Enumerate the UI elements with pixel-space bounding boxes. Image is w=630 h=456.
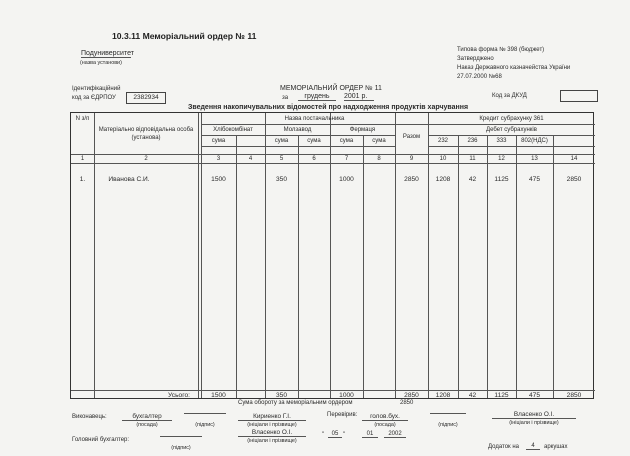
totals-label: Усього: xyxy=(168,392,190,399)
executor-signature xyxy=(184,413,226,414)
page-heading: 10.3.11 Меморіальний ордер № 11 xyxy=(112,31,257,41)
chief-signature xyxy=(160,436,202,437)
col-number-1: 1 xyxy=(80,156,85,162)
totals-debit-3: 1125 xyxy=(494,392,509,399)
approval-line-4: 27.07.2000 №68 xyxy=(457,74,502,80)
executor-signature-caption: (підпис) xyxy=(195,422,215,428)
checked-signature xyxy=(430,413,466,414)
row-1-person: Иванова С.И. xyxy=(108,176,150,183)
row-1-debit-4: 475 xyxy=(528,176,540,183)
header-sum-3: сума xyxy=(307,138,321,144)
institution-name: Подуниверситет xyxy=(81,50,134,57)
row-1-number: 1. xyxy=(79,176,86,183)
header-suppliers: Назва постачальника xyxy=(284,116,345,122)
date-year: 2002 xyxy=(384,431,406,438)
chief-label: Головний бухгалтер: xyxy=(72,437,130,443)
attachment-label: Додаток на xyxy=(488,444,520,450)
account-1: 232 xyxy=(437,138,448,144)
order-year: 2001 р. xyxy=(344,93,374,101)
checked-signature-caption: (підпис) xyxy=(438,422,458,428)
supplier-3: Фермаця xyxy=(349,127,376,133)
header-sum-4: сума xyxy=(339,138,354,144)
checked-label: Перевірив: xyxy=(327,412,358,418)
executor-label: Виконавець: xyxy=(72,414,107,420)
col-number-9: 9 xyxy=(409,156,414,162)
executor-position: бухгалтер xyxy=(122,413,172,421)
col-number-2: 2 xyxy=(144,156,148,162)
totals-farm: 1000 xyxy=(339,392,354,399)
row-1-debit-1: 1208 xyxy=(435,176,451,183)
turnover-label: Сума обороту за меморіальним ордером xyxy=(238,400,353,406)
header-number: N з/п xyxy=(75,116,90,122)
chief-name-caption: (ініціали і прізвище) xyxy=(247,438,297,444)
approval-line-1: Типова форма № 398 (бюджет) xyxy=(457,47,545,53)
edrpou-label-2: код за ЄДРПОУ xyxy=(72,95,116,101)
checked-name: Власенко О.І. xyxy=(492,411,576,419)
totals-debit-4: 475 xyxy=(528,392,540,399)
header-sum-2: сума xyxy=(274,138,289,144)
attachment-count: 4 xyxy=(526,443,540,450)
row-1-debit-2: 42 xyxy=(468,176,477,183)
account-4: 802(НДС) xyxy=(521,138,548,144)
checked-position: голов.бух. xyxy=(362,413,408,421)
col-number-3: 3 xyxy=(216,156,221,162)
memorial-order-table xyxy=(70,112,594,399)
account-3: 333 xyxy=(496,138,507,144)
edrpou-label-1: Ідентифікаційний xyxy=(72,86,121,92)
chief-name: Власенко О.І. xyxy=(238,429,306,437)
header-sum-5: сума xyxy=(372,138,386,144)
col-number-14: 14 xyxy=(570,156,578,162)
supplier-2: Молзавод xyxy=(283,127,312,133)
edrpou-code: 2382934 xyxy=(126,92,166,104)
row-1-farm: 1000 xyxy=(339,176,354,183)
row-1-debit-3: 1125 xyxy=(494,176,509,183)
col-number-11: 11 xyxy=(469,156,476,162)
checked-position-caption: (посада) xyxy=(374,422,396,428)
totals-total: 2850 xyxy=(404,392,419,399)
order-month: грудень xyxy=(298,93,336,101)
row-1-debit-5: 2850 xyxy=(566,176,582,183)
dkud-code xyxy=(560,90,598,102)
totals-debit-2: 42 xyxy=(468,392,477,399)
turnover-value: 2850 xyxy=(400,400,414,406)
header-sum-1: сума xyxy=(211,138,226,144)
dkud-label: Код за ДКУД xyxy=(492,93,527,99)
col-number-7: 7 xyxy=(344,156,349,162)
supplier-1: Хлібокомбінат xyxy=(213,127,253,133)
totals-debit-5: 2850 xyxy=(566,392,582,399)
totals-bakery: 1500 xyxy=(211,392,226,399)
header-total: Разом xyxy=(402,134,421,140)
executor-name-caption: (ініціали і прізвище) xyxy=(247,422,297,428)
row-1-dairy: 350 xyxy=(275,176,287,183)
totals-debit-1: 1208 xyxy=(435,392,451,399)
attachment-unit: аркушах xyxy=(544,444,568,450)
col-number-5: 5 xyxy=(279,156,284,162)
col-number-10: 10 xyxy=(439,156,447,162)
period-prefix: за xyxy=(282,95,289,101)
col-number-4: 4 xyxy=(248,156,253,162)
col-number-8: 8 xyxy=(377,156,381,162)
account-2: 236 xyxy=(467,138,478,144)
header-person: Матеріально відповідальна особа (установа) xyxy=(98,127,194,141)
approval-line-3: Наказ Державного казначейства України xyxy=(457,65,571,71)
row-1-bakery: 1500 xyxy=(211,176,226,183)
col-number-12: 12 xyxy=(498,156,505,162)
header-credit: Кредит субрахунку 361 xyxy=(479,116,544,122)
date-day: 05 xyxy=(328,431,342,438)
approval-line-2: Затверджено xyxy=(457,56,494,62)
order-subtitle: Зведення накопичувальних відомостей про надходження продуктів харчування xyxy=(188,104,469,111)
header-debit: Дебет субрахунків xyxy=(486,127,537,133)
col-number-6: 6 xyxy=(312,156,316,162)
chief-signature-caption: (підпис) xyxy=(171,445,191,451)
row-1-total: 2850 xyxy=(404,176,419,183)
date-month: 01 xyxy=(362,431,378,438)
institution-caption: (назва установи) xyxy=(80,60,122,66)
checked-name-caption: (ініціали і прізвище) xyxy=(509,420,559,426)
totals-dairy: 350 xyxy=(275,392,287,399)
col-number-13: 13 xyxy=(531,156,538,162)
order-title: МЕМОРІАЛЬНИЙ ОРДЕР № 11 xyxy=(280,85,382,92)
executor-name: Кириенко Г.І. xyxy=(238,413,306,421)
executor-position-caption: (посада) xyxy=(136,422,158,428)
